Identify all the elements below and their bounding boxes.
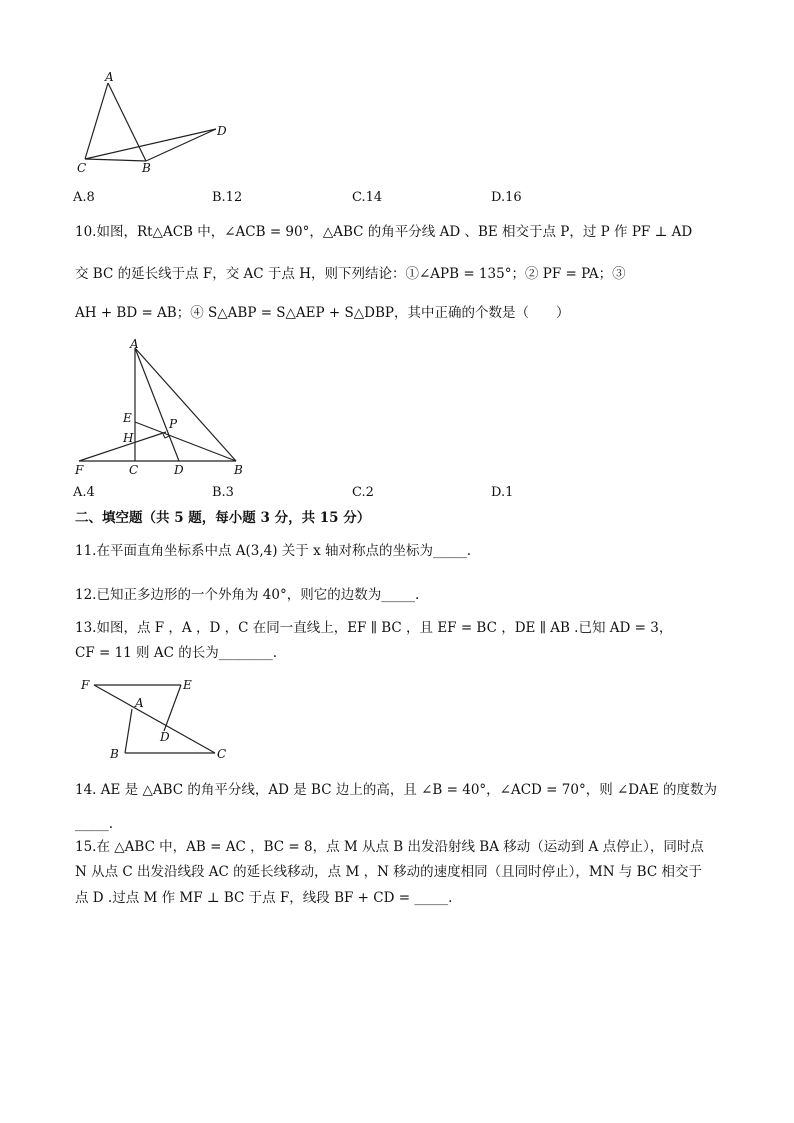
- q13-label-f: F: [81, 678, 90, 692]
- q10-label-a: A: [130, 338, 139, 351]
- q14-line-1: 14. AE 是 △ABC 的角平分线，AD 是 BC 边上的高，且 ∠B = 40°，∠ACD = 70°，则 ∠DAE 的度数为: [75, 782, 718, 798]
- q12-text: 12.已知正多边形的一个外角为 40°，则它的边数为_____.: [75, 587, 420, 603]
- q10-label-c: C: [129, 463, 139, 477]
- q15-line-3: 点 D .过点 M 作 MF ⊥ BC 于点 F，线段 BF + CD = _____.: [75, 890, 453, 906]
- q10-label-p: P: [169, 417, 178, 431]
- q10-label-b: B: [234, 463, 243, 477]
- q13-label-c: C: [217, 747, 227, 761]
- q15-line-1: 15.在 △ABC 中，AB = AC ，BC = 8，点 M 从点 B 出发沿射线 BA 移动（运动到 A 点停止），同时点: [75, 839, 704, 855]
- q10-line-3: AH + BD = AB；④ S△ABP = S△AEP + S△DBP，其中正确的个数是（ ）: [75, 305, 570, 321]
- q10-label-d: D: [174, 463, 184, 477]
- section-2-title: 二、填空题（共 5 题，每小题 3 分，共 15 分）: [75, 510, 371, 526]
- q10-label-f: F: [75, 463, 84, 477]
- q10-option-a: A.4: [73, 485, 95, 500]
- q9-figure: [74, 68, 234, 178]
- q9-label-b: B: [142, 161, 151, 175]
- q9-label-a: A: [105, 70, 114, 84]
- q13-figure: [74, 673, 234, 765]
- q10-option-c: C.2: [352, 485, 374, 500]
- q13-label-b: B: [110, 747, 119, 761]
- q9-option-d: D.16: [491, 190, 522, 205]
- q10-line-2: 交 BC 的延长线于点 F，交 AC 于点 H，则下列结论：①∠APB = 135°；② PF = PA；③: [75, 266, 626, 282]
- q13-label-a: A: [135, 696, 144, 710]
- q13-line-1: 13.如图，点 F ，A ，D ，C 在同一直线上，EF ∥ BC ，且 EF = BC ，DE ∥ AB .已知 AD = 3，: [75, 620, 673, 636]
- q11-text: 11.在平面直角坐标系中点 A(3,4) 关于 x 轴对称点的坐标为_____.: [75, 543, 472, 559]
- q9-label-c: C: [77, 161, 87, 175]
- q13-label-e: E: [183, 678, 192, 692]
- q9-label-d: D: [217, 124, 227, 138]
- q13-label-d: D: [160, 730, 170, 744]
- q10-option-b: B.3: [212, 485, 234, 500]
- q9-option-a: A.8: [73, 190, 95, 205]
- q10-label-h: H: [123, 431, 134, 445]
- q10-line-1: 10.如图，Rt△ACB 中，∠ACB = 90°，△ABC 的角平分线 AD 、BE 相交于点 P，过 P 作 PF ⊥ AD: [75, 224, 693, 240]
- q9-option-c: C.14: [352, 190, 383, 205]
- q10-figure: [74, 338, 254, 480]
- q15-line-2: N 从点 C 出发沿线段 AC 的延长线移动，点 M ，N 移动的速度相同（且同时停止），MN 与 BC 相交于: [75, 864, 702, 880]
- q10-option-d: D.1: [491, 485, 514, 500]
- q14-line-2: _____.: [75, 816, 114, 832]
- q13-line-2: CF = 11 则 AC 的长为________.: [75, 645, 278, 661]
- q9-option-b: B.12: [212, 190, 243, 205]
- q10-label-e: E: [123, 411, 132, 425]
